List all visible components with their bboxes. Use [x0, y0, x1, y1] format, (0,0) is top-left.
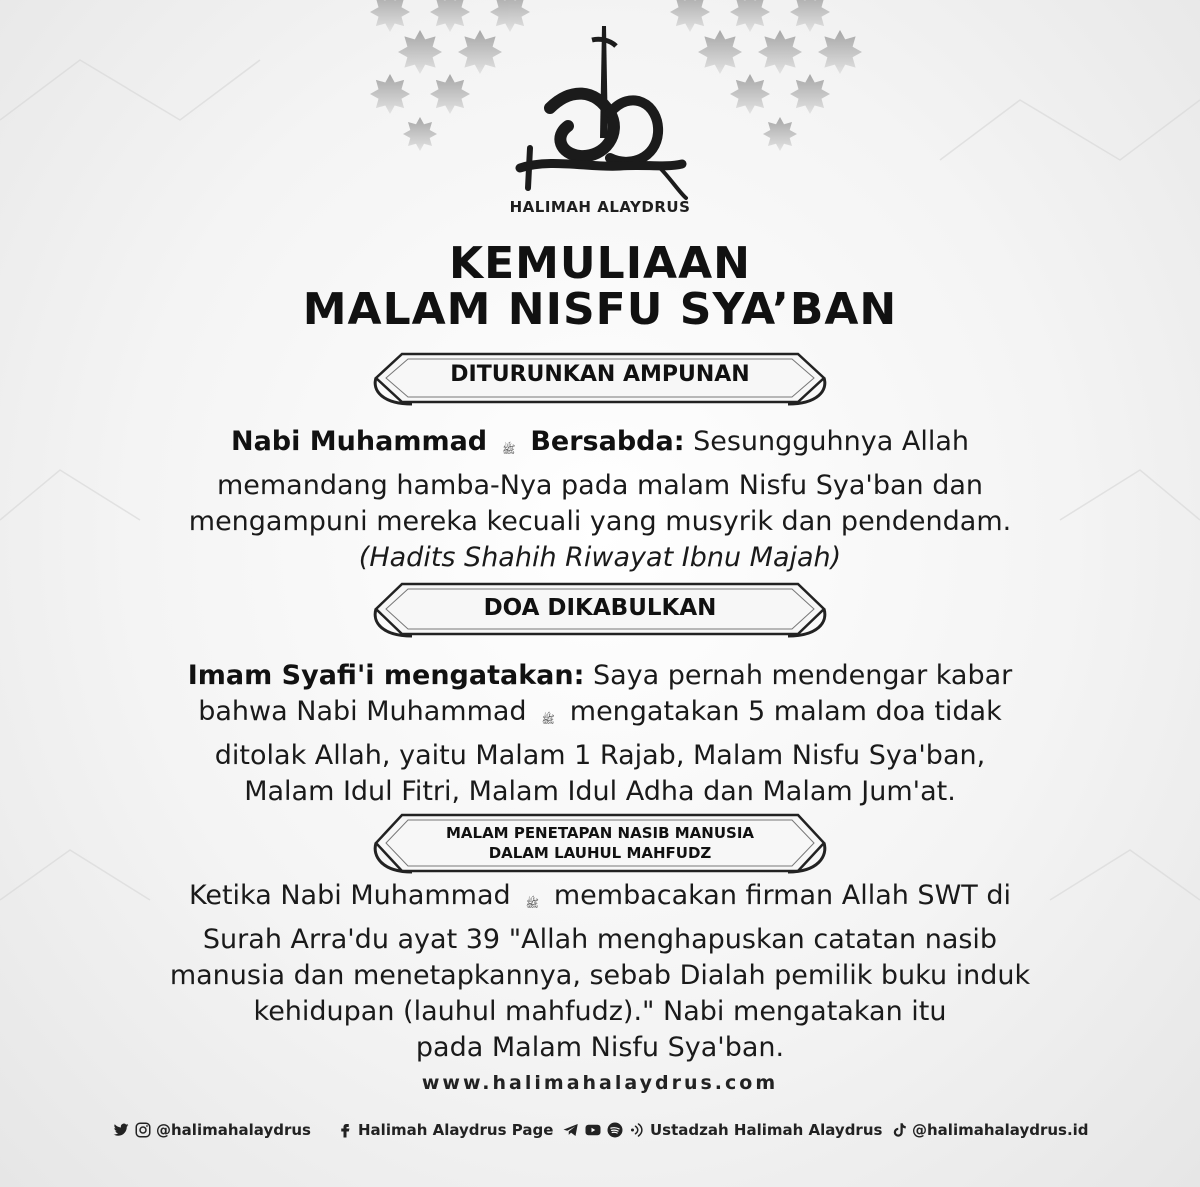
salawat-icon: ﷺ — [525, 897, 539, 910]
social-footer — [100, 1117, 1120, 1143]
podcast-icon — [628, 1121, 646, 1139]
section-2-text-1: Saya pernah mendengar kabar — [593, 660, 1013, 691]
footer-facebook-label: Halimah Alaydrus Page — [358, 1121, 554, 1139]
section-2-text-4: Malam Idul Fitri, Malam Idul Adha dan Malam Jum'at. — [244, 776, 956, 807]
footer-facebook[interactable] — [336, 1117, 553, 1143]
footer-tiktok[interactable] — [890, 1117, 1089, 1143]
section-heading-2: DOA DIKABULKAN — [483, 595, 717, 621]
ornament-star — [763, 117, 797, 151]
section-body-2 — [60, 658, 1140, 810]
section-3-text-5: pada Malam Nisfu Sya'ban. — [415, 1032, 785, 1063]
section-heading-1: DITURUNKAN AMPUNAN — [450, 362, 750, 387]
section-2-text-2b: mengatakan 5 malam doa tidak — [569, 696, 1002, 727]
section-2-text-2a: bahwa Nabi Muhammad — [198, 696, 527, 727]
footer-channels[interactable] — [562, 1117, 882, 1143]
ornament-star — [398, 30, 442, 74]
website-url[interactable]: www.halimahalaydrus.com — [421, 1072, 779, 1094]
brand-name: HALIMAH ALAYDRUS — [509, 198, 691, 216]
section-3-text-2: Surah Arra'du ayat 39 "Allah menghapuskan catatan nasib — [202, 924, 998, 955]
youtube-icon — [584, 1121, 602, 1139]
section-heading-3-line-1: MALAM PENETAPAN NASIB MANUSIA — [445, 824, 755, 842]
banner-frame — [372, 812, 828, 874]
section-1-lead: Nabi Muhammad — [230, 426, 488, 457]
ornament-star — [403, 117, 437, 151]
footer-handle: @halimahalaydrus — [156, 1121, 311, 1139]
section-3-text-1b: membacakan firman Allah SWT di — [553, 880, 1011, 911]
instagram-icon — [134, 1121, 152, 1139]
section-banner-2 — [372, 580, 828, 638]
ornament-star — [730, 74, 770, 114]
telegram-icon — [562, 1121, 580, 1139]
ornament-star — [430, 74, 470, 114]
section-1-text-3: mengampuni mereka kecuali yang musyrik dan pendendam. — [188, 506, 1012, 537]
ornament-star — [758, 30, 802, 74]
ornament-star — [790, 74, 830, 114]
ornament-star — [370, 0, 410, 32]
section-1-source: (Hadits Shahih Riwayat Ibnu Majah) — [358, 542, 842, 573]
section-3-text-3: manusia dan menetapkannya, sebab Dialah pemilik buku induk — [169, 960, 1031, 991]
section-body-1 — [60, 424, 1140, 576]
section-1-lead-suffix: Bersabda: — [530, 426, 685, 457]
section-3-text-4: kehidupan (lauhul mahfudz)." Nabi mengatakan itu — [253, 996, 947, 1027]
footer-twitter-instagram[interactable] — [112, 1117, 311, 1143]
section-3-text-1a: Ketika Nabi Muhammad — [189, 880, 511, 911]
halimah-calligraphy-logo — [510, 18, 690, 208]
footer-tiktok-label: @halimahalaydrus.id — [912, 1121, 1089, 1139]
section-1-text-2: memandang hamba-Nya pada malam Nisfu Sya'ban dan — [216, 470, 984, 501]
section-banner-1 — [372, 350, 828, 406]
ornament-star — [370, 74, 410, 114]
section-1-text-1: Sesungguhnya Allah — [693, 426, 969, 457]
ornament-star — [790, 0, 830, 32]
ornament-star — [818, 30, 862, 74]
salawat-icon: ﷺ — [502, 443, 516, 456]
section-body-3 — [60, 878, 1140, 1066]
facebook-icon — [336, 1121, 354, 1139]
ornament-star — [698, 30, 742, 74]
spotify-icon — [606, 1121, 624, 1139]
section-2-lead: Imam Syafi'i mengatakan: — [187, 660, 585, 691]
title-line-1: KEMULIAAN — [448, 238, 751, 289]
ornament-star — [730, 0, 770, 32]
twitter-icon — [112, 1121, 130, 1139]
ornament-star — [458, 30, 502, 74]
footer-channels-label: Ustadzah Halimah Alaydrus — [650, 1121, 883, 1139]
tiktok-icon — [890, 1121, 908, 1139]
section-2-text-3: ditolak Allah, yaitu Malam 1 Rajab, Malam Nisfu Sya'ban, — [214, 740, 986, 771]
ornament-star — [430, 0, 470, 32]
salawat-icon: ﷺ — [541, 713, 555, 726]
section-banner-3 — [372, 812, 828, 874]
section-heading-3-line-2: DALAM LAUHUL MAHFUDZ — [488, 844, 712, 862]
title-line-2: MALAM NISFU SYA’BAN — [302, 284, 898, 335]
